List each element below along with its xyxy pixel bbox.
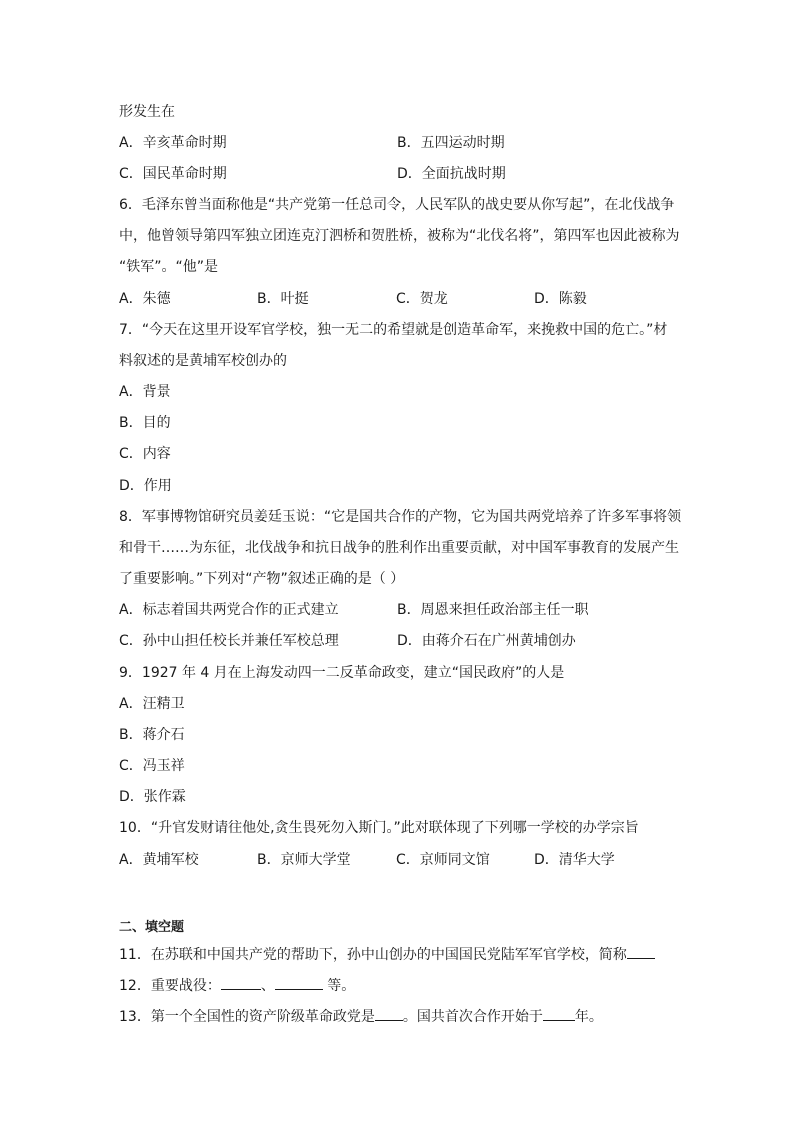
q12 bbox=[119, 975, 674, 997]
q13-blank-1[interactable] bbox=[375, 1006, 403, 1021]
q5-option-b[interactable]: B．五四运动时期 bbox=[397, 135, 505, 151]
q6-stem-line-2: 中，他曾领导第四军独立团连克汀泗桥和贺胜桥，被称为“北伐名将”，第四军也因此被称为 bbox=[119, 228, 680, 244]
q5-options-row-2 bbox=[119, 163, 674, 185]
q9-stem: 9．1927 年 4 月在上海发动四一二反革命政变，建立“国民政府”的人是 bbox=[119, 665, 565, 681]
q13-part-3: 年。 bbox=[574, 1009, 603, 1025]
q12-blank-2[interactable] bbox=[275, 975, 323, 990]
q5-option-a[interactable]: A．辛亥革命时期 bbox=[119, 135, 227, 151]
q13-part-2: 。国共首次合作开始于 bbox=[402, 1009, 543, 1025]
q6-options-row bbox=[119, 288, 674, 310]
q12-blank-1[interactable] bbox=[221, 975, 261, 990]
q7-stem-line-1: 7．“今天在这里开设军官学校，独一无二的希望就是创造革命军，来挽救中国的危亡。”材 bbox=[119, 322, 668, 338]
q5-options-row-1 bbox=[119, 132, 674, 154]
q5-option-d[interactable]: D．全面抗战时期 bbox=[397, 166, 506, 182]
q6-option-a[interactable]: A．朱德 bbox=[119, 291, 171, 307]
q7-stem-line-2: 料叙述的是黄埔军校创办的 bbox=[119, 353, 287, 369]
q10-option-a[interactable]: A．黄埔军校 bbox=[119, 852, 199, 868]
q6-option-b[interactable]: B．叶挺 bbox=[257, 291, 309, 307]
q7-option-b[interactable]: B．目的 bbox=[119, 415, 171, 431]
q8-options-row-1 bbox=[119, 599, 674, 621]
q13-blank-2[interactable] bbox=[543, 1006, 575, 1021]
q9-option-b[interactable]: B．蒋介石 bbox=[119, 727, 185, 743]
q8-option-b[interactable]: B．周恩来担任政治部主任一职 bbox=[397, 602, 589, 618]
q13-part-1: 13．第一个全国性的资产阶级革命政党是 bbox=[119, 1009, 375, 1025]
q10-option-d[interactable]: D．清华大学 bbox=[534, 852, 615, 868]
q8-option-a[interactable]: A．标志着国共两党合作的正式建立 bbox=[119, 602, 339, 618]
q8-stem-line-1: 8．军事博物馆研究员姜廷玉说：“它是国共合作的产物，它为国共两党培养了许多军事将领 bbox=[119, 509, 682, 525]
q10-stem: 10．“升官发财请往他处,贪生畏死勿入斯门。”此对联体现了下列哪一学校的办学宗旨 bbox=[119, 820, 639, 836]
q12-separator: 、 bbox=[260, 978, 275, 994]
q6-stem-line-1: 6．毛泽东曾当面称他是“共产党第一任总司令，人民军队的战史要从你写起”，在北伐战争 bbox=[119, 197, 675, 213]
q11 bbox=[119, 944, 674, 966]
q5-stem-tail: 形发生在 bbox=[119, 104, 175, 120]
q11-blank[interactable] bbox=[627, 944, 655, 959]
q6-option-d[interactable]: D．陈毅 bbox=[534, 291, 587, 307]
q10-options-row bbox=[119, 849, 674, 871]
q12-suffix: 等。 bbox=[322, 978, 356, 994]
q10-option-c[interactable]: C．京师同文馆 bbox=[396, 852, 490, 868]
q9-option-a[interactable]: A．汪精卫 bbox=[119, 696, 185, 712]
q9-option-d[interactable]: D．张作霖 bbox=[119, 789, 186, 805]
q13 bbox=[119, 1006, 674, 1028]
q12-prefix: 12．重要战役： bbox=[119, 978, 221, 994]
q6-stem-line-3: “铁军”。“他”是 bbox=[119, 259, 219, 275]
q8-stem-line-3: 了重要影响。”下列对“产物”叙述正确的是（ ） bbox=[119, 571, 405, 587]
q10-option-b[interactable]: B．京师大学堂 bbox=[257, 852, 351, 868]
section-title-fill-in: 二、填空题 bbox=[119, 920, 185, 935]
q11-text: 11．在苏联和中国共产党的帮助下，孙中山创办的中国国民党陆军军官学校，简称 bbox=[119, 947, 627, 963]
q7-option-a[interactable]: A．背景 bbox=[119, 384, 171, 400]
q8-options-row-2 bbox=[119, 630, 674, 652]
q6-option-c[interactable]: C．贺龙 bbox=[396, 291, 448, 307]
q7-option-d[interactable]: D．作用 bbox=[119, 478, 172, 494]
q7-option-c[interactable]: C．内容 bbox=[119, 446, 171, 462]
q9-option-c[interactable]: C．冯玉祥 bbox=[119, 758, 185, 774]
q8-option-c[interactable]: C．孙中山担任校长并兼任军校总理 bbox=[119, 633, 339, 649]
q8-option-d[interactable]: D．由蒋介石在广州黄埔创办 bbox=[397, 633, 576, 649]
q5-option-c[interactable]: C．国民革命时期 bbox=[119, 166, 227, 182]
q8-stem-line-2: 和骨干……为东征，北伐战争和抗日战争的胜利作出重要贡献，对中国军事教育的发展产生 bbox=[119, 540, 679, 556]
